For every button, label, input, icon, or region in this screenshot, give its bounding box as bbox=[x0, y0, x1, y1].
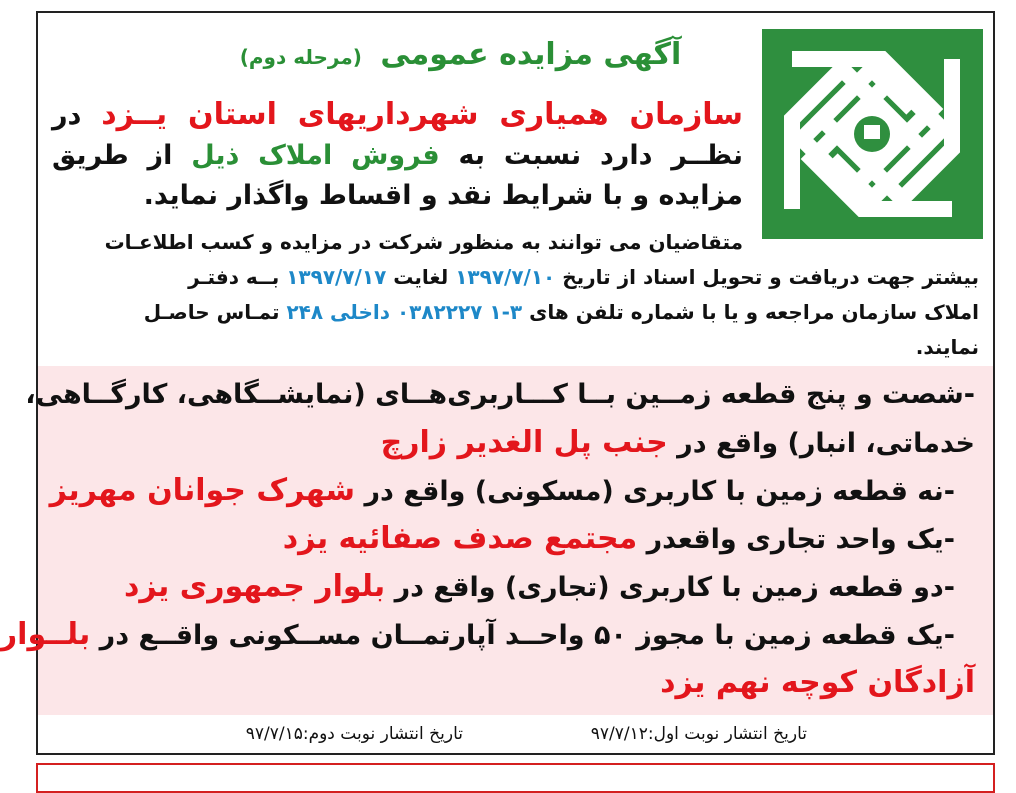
item-text: -دو قطعه زمین با کاربری (تجاری) واقع در bbox=[385, 572, 955, 603]
list-item bbox=[124, 566, 955, 609]
details-line-2 bbox=[52, 260, 979, 295]
item-location: شهرک جوانان مهریز bbox=[49, 473, 356, 508]
title-text: آگهی مزایده عمومی bbox=[380, 37, 682, 72]
organization-name: سازمان همیاری شهرداریهای استان یــزد bbox=[101, 97, 743, 132]
list-item bbox=[25, 374, 975, 416]
first-publish-date: تاریخ انتشار نوبت اول:۹۷/۷/۱۲ bbox=[590, 724, 807, 744]
list-item bbox=[50, 470, 955, 513]
details-text: بــه دفتـر bbox=[188, 265, 287, 289]
item-text: خدماتی، انبار) واقع در bbox=[667, 428, 975, 459]
details-text: لغایت bbox=[386, 265, 456, 289]
item-text: -شصت و پنج قطعه زمــین بــا کـــاربری‌هــای (نمایشــگاهی، کارگــاهی، bbox=[25, 379, 975, 410]
item-text: -نه قطعه زمین با کاربری (مسکونی) واقع در bbox=[355, 476, 955, 507]
details-line-3 bbox=[52, 295, 979, 330]
details-text: املاک سازمان مراجعه و یا با شماره تلفن های bbox=[522, 300, 979, 324]
second-publish-date: تاریخ انتشار نوبت دوم:۹۷/۷/۱۵ bbox=[245, 724, 463, 744]
next-notice-frame bbox=[36, 763, 995, 793]
item-text: -یک قطعه زمین با مجوز ۵۰ واحــد آپارتمــان مســکونی واقــع در bbox=[90, 620, 955, 651]
publication-dates bbox=[38, 715, 993, 753]
item-location: مجتمع صدف صفائیه یزد bbox=[282, 521, 638, 556]
details-text: تمـاس حاصـل bbox=[143, 300, 287, 324]
intro-text-a: در نظــر دارد نسبت به bbox=[52, 100, 743, 171]
sale-subject: فروش املاک ذیل bbox=[191, 140, 440, 171]
details-line-4: نمایند. bbox=[915, 335, 979, 359]
phone-number: ۳-۱ ۰۳۸۲۲۲۷ bbox=[396, 300, 523, 324]
title-stage: (مرحله دوم) bbox=[239, 45, 362, 69]
date-to: ۱۳۹۷/۷/۱۷ bbox=[286, 265, 387, 289]
item-location: بلــوار bbox=[0, 617, 91, 652]
item-location: بلوار جمهوری یزد bbox=[123, 569, 386, 604]
details-paragraph bbox=[52, 225, 979, 365]
extension-label: داخلی bbox=[323, 300, 397, 324]
details-line-1: متقاضیان می توانند به منظور شرکت در مزایده و کسب اطلاعـات bbox=[104, 230, 743, 254]
list-item bbox=[660, 662, 975, 705]
list-item bbox=[283, 518, 955, 561]
date-from: ۱۳۹۷/۷/۱۰ bbox=[455, 265, 556, 289]
list-item bbox=[381, 422, 975, 465]
property-list bbox=[0, 366, 993, 718]
intro-paragraph bbox=[52, 95, 743, 216]
intro-text-c: از طریق مزایده و با شرایط نقد و اقساط واگذار نماید. bbox=[52, 140, 743, 211]
extension-number: ۲۴۸ bbox=[286, 300, 324, 324]
item-location: جنب پل الغدیر زارچ bbox=[380, 425, 668, 460]
organization-logo bbox=[762, 29, 983, 239]
notice-frame bbox=[0, 11, 995, 755]
logo-emblem-icon bbox=[762, 29, 983, 239]
item-text: -یک واحد تجاری واقعدر bbox=[637, 524, 955, 555]
list-item bbox=[0, 614, 955, 657]
notice-title bbox=[178, 35, 743, 77]
notice-header-section bbox=[38, 13, 993, 363]
details-text: بیشتر جهت دریافت و تحویل اسناد از تاریخ bbox=[555, 265, 979, 289]
item-location: آزادگان کوچه نهم یزد bbox=[660, 665, 975, 700]
